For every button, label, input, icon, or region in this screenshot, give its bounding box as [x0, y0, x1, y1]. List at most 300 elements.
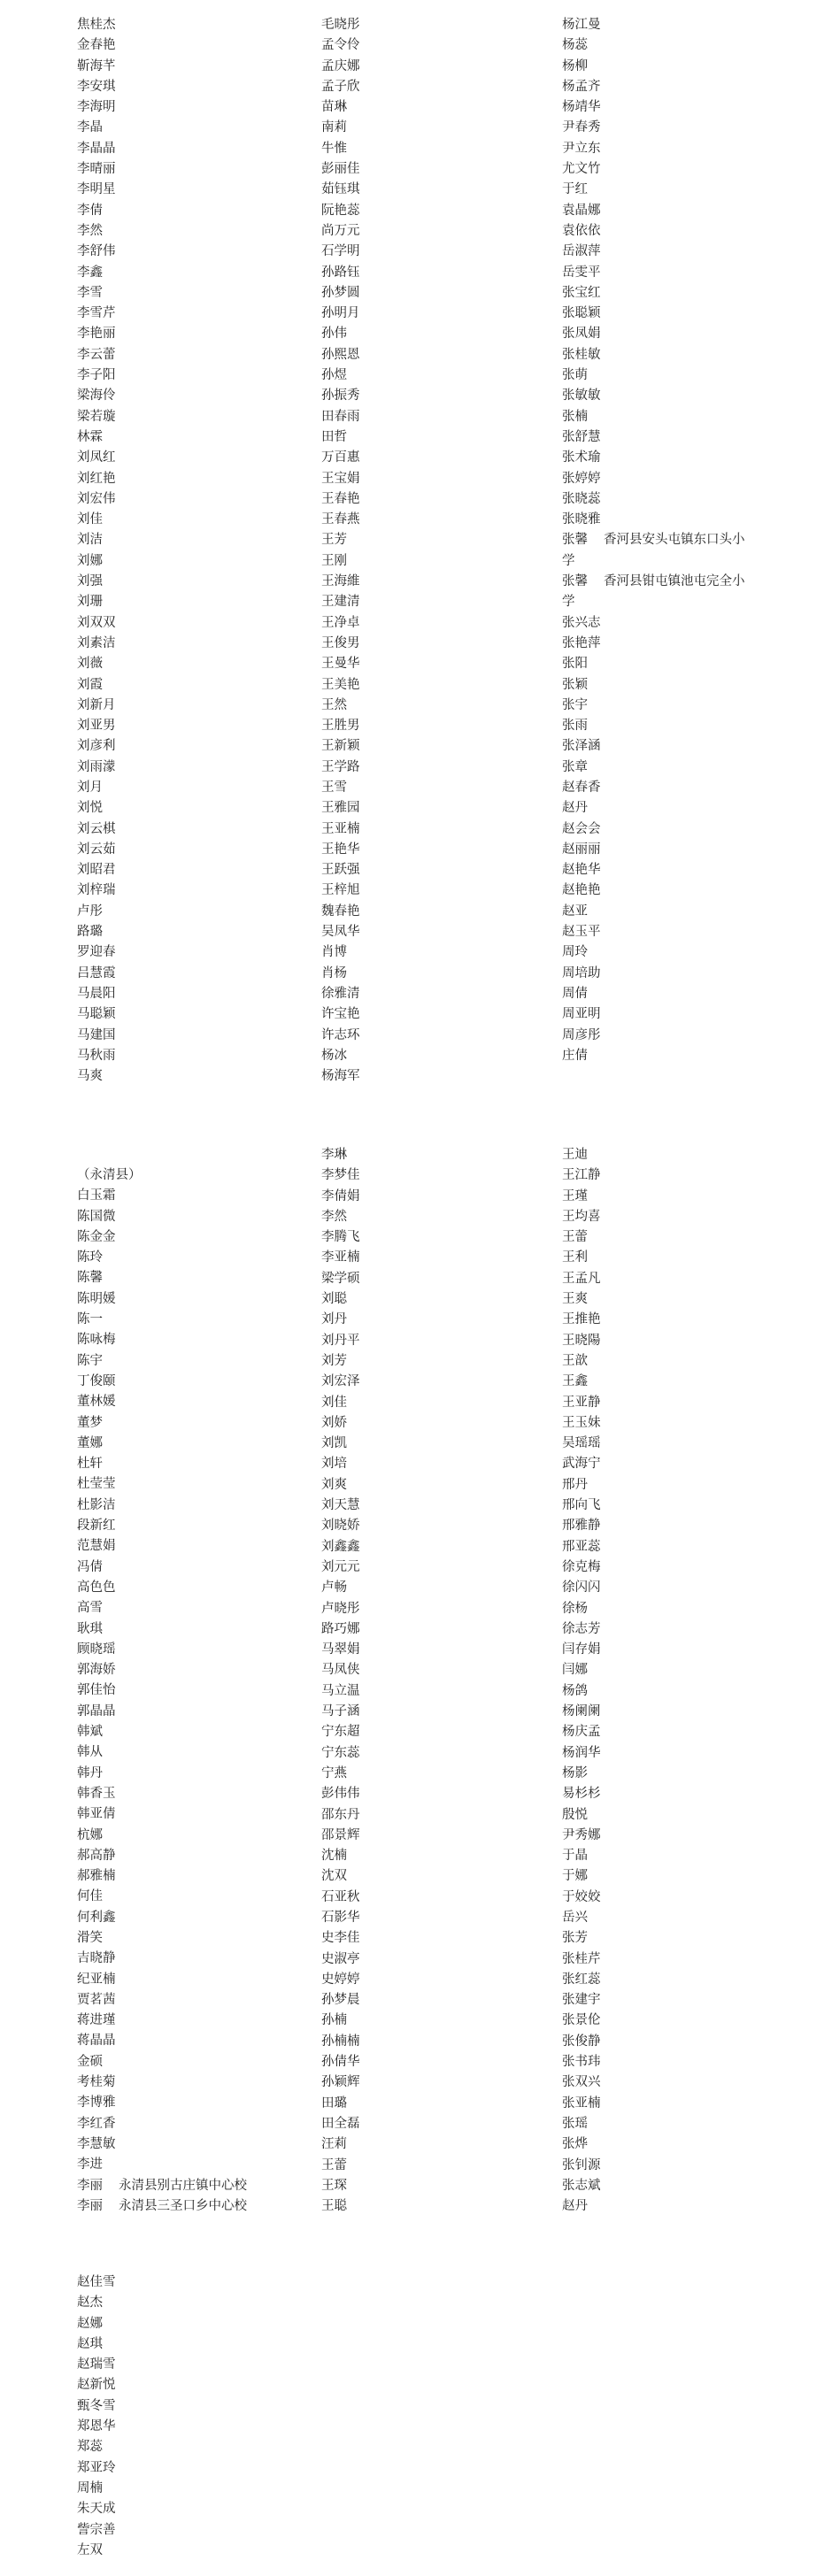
name-entry: [562, 139, 745, 159]
name-text: 王亚静: [562, 1395, 601, 1410]
name-entry: [562, 1269, 601, 1289]
name-text: 王刚: [321, 553, 347, 568]
name-text: 李晶: [77, 120, 103, 135]
name-text: 于红: [562, 182, 588, 197]
name-text: 刘强: [77, 574, 103, 589]
name-text: 路璐: [77, 925, 103, 940]
name-entry: [77, 1866, 247, 1887]
name-entry: [321, 1187, 360, 1207]
name-entry: [562, 757, 745, 778]
name-text: 刘娜: [77, 553, 103, 568]
name-entry: [321, 1722, 360, 1742]
name-text: 张景伦: [562, 2013, 601, 2028]
name-entry: [77, 469, 116, 489]
name-text: 刘佳: [77, 512, 103, 527]
name-entry: [77, 984, 116, 1004]
name-text: 陈一: [77, 1312, 103, 1327]
name-entry: [77, 1990, 247, 2011]
name-entry: [562, 263, 745, 283]
name-entry: [77, 2396, 116, 2417]
name-entry: [321, 1784, 360, 1804]
name-entry: [77, 15, 116, 35]
name-text: 王爽: [562, 1292, 588, 1307]
name-entry: [562, 1372, 601, 1392]
name-entry: [562, 2156, 601, 2176]
name-text: 苗琳: [321, 100, 347, 115]
name-entry: [77, 180, 116, 200]
name-entry: [77, 1026, 116, 1046]
name-text: 赵杰: [77, 2295, 103, 2311]
name-entry: [77, 1268, 247, 1288]
name-text: 李舒伟: [77, 244, 116, 259]
name-entry: [77, 1165, 247, 1186]
name-text: 卢彤: [77, 904, 103, 919]
name-text: 徐杨: [562, 1601, 588, 1616]
name-text: 刘宏伟: [77, 491, 116, 506]
name-entry: [77, 1474, 247, 1495]
name-entry: [562, 819, 745, 840]
name-entry: [562, 1413, 601, 1434]
name-entry: [321, 1289, 360, 1310]
name-text: 郝高静: [77, 1848, 116, 1863]
name-entry: [562, 1434, 601, 1454]
name-text: 宁燕: [321, 1765, 347, 1780]
school-note: 永清县别古庄镇中心校: [119, 2178, 247, 2193]
name-text: 张舒慧: [562, 429, 601, 444]
name-entry: [562, 1475, 601, 1496]
name-text: 赵娜: [77, 2316, 103, 2331]
name-entry: [321, 1066, 360, 1087]
name-entry: [321, 1413, 360, 1434]
name-text: 殷悦: [562, 1807, 588, 1822]
name-text: 张章: [562, 759, 588, 774]
name-text: 李雪: [77, 285, 103, 300]
name-entry: [321, 778, 360, 798]
name-entry: [562, 304, 745, 324]
name-entry: [77, 2437, 116, 2457]
name-text: 马爽: [77, 1069, 103, 1084]
name-text: 陈玲: [77, 1250, 103, 1265]
name-text: 孙伟: [321, 327, 347, 342]
name-entry: [77, 2499, 116, 2519]
name-text: 刘彦利: [77, 739, 116, 754]
name-text: 韩丹: [77, 1765, 103, 1780]
name-entry: [562, 1331, 601, 1351]
name-text: 学: [562, 595, 575, 610]
name-entry: [77, 1949, 247, 1969]
name-entry: [321, 1764, 360, 1784]
name-entry: [321, 1660, 360, 1680]
name-entry: [77, 2134, 247, 2155]
name-text: 田哲: [321, 429, 347, 444]
name-text: 刘双双: [77, 615, 116, 630]
name-text: 茹钰琪: [321, 182, 360, 197]
name-entry: [321, 840, 360, 860]
name-entry: [77, 2031, 247, 2051]
name-text: 王春艳: [321, 491, 360, 506]
name-entry: [321, 942, 360, 963]
name-text: 孙熙恩: [321, 347, 360, 362]
name-entry: [77, 1004, 116, 1025]
name-entry: [77, 1351, 247, 1372]
name-text: 赵丹: [562, 2199, 588, 2214]
name-text: 赵琪: [77, 2336, 103, 2351]
name-text: 刘娇: [321, 1415, 347, 1430]
name-entry: [77, 1598, 247, 1619]
name-text: 肖博: [321, 945, 347, 960]
name-entry: [77, 2155, 247, 2175]
name-text: 李红香: [77, 2116, 116, 2131]
name-entry: [321, 1516, 360, 1536]
name-entry: [562, 778, 745, 798]
name-entry: [562, 613, 745, 634]
name-entry: [321, 35, 360, 56]
name-text: 李倩娟: [321, 1188, 360, 1203]
name-entry: [321, 242, 360, 262]
name-text: 刘梓瑞: [77, 883, 116, 898]
name-entry: [562, 942, 745, 963]
name-text: 张颖: [562, 677, 588, 692]
name-text: 李晶晶: [77, 141, 116, 156]
name-entry: [321, 984, 360, 1004]
name-text: 刘聪: [321, 1292, 347, 1307]
name-entry: [321, 1475, 360, 1496]
name-text: 李云蕾: [77, 347, 116, 362]
name-entry: [562, 1599, 601, 1619]
name-entry: [562, 860, 745, 880]
name-entry: [77, 778, 116, 798]
name-entry: [562, 880, 745, 901]
name-text: 邢向飞: [562, 1498, 601, 1513]
name-text: 尹春秀: [562, 120, 601, 135]
name-text: 阮艳蕊: [321, 203, 360, 218]
name-text: 尹秀娜: [562, 1827, 601, 1842]
name-text: 张婷婷: [562, 471, 601, 486]
name-text: 孙颖辉: [321, 2075, 360, 2090]
name-entry: [77, 902, 116, 922]
name-text: 张馨: [562, 574, 588, 589]
name-entry: [321, 1908, 360, 1928]
name-entry: [562, 1351, 601, 1372]
name-text: 耿琪: [77, 1621, 103, 1636]
name-text: 李然: [77, 223, 103, 238]
name-text: 易杉杉: [562, 1787, 601, 1802]
name-text: 靳海芊: [77, 58, 116, 73]
name-text: 李艳丽: [77, 327, 116, 342]
name-text: 马翠娟: [321, 1642, 360, 1657]
name-entry: [321, 2134, 360, 2155]
name-entry: [562, 2114, 601, 2134]
name-text: 于姣姣: [562, 1889, 601, 1904]
name-entry: [77, 1046, 116, 1066]
name-entry: [77, 1330, 247, 1350]
name-text: 张兴志: [562, 615, 601, 630]
name-text: 陈金金: [77, 1229, 116, 1244]
name-text: 孙楠: [321, 2013, 347, 2028]
name-text: 孙煜: [321, 368, 347, 383]
name-text: 王晓陽: [562, 1333, 601, 1348]
name-text: 范慧娟: [77, 1539, 116, 1554]
name-text: 蒋进瑾: [77, 2013, 116, 2028]
name-text: 李然: [321, 1209, 347, 1224]
name-text: 沈楠: [321, 1849, 347, 1864]
name-text: 石亚秋: [321, 1889, 360, 1904]
name-entry: [77, 2334, 116, 2355]
name-text: 王然: [321, 697, 347, 712]
name-entry: [321, 1227, 360, 1248]
name-text: 梁若璇: [77, 409, 116, 424]
name-text: 李慧敏: [77, 2136, 116, 2151]
name-text: 金硕: [77, 2054, 103, 2069]
name-entry: [562, 1516, 601, 1536]
name-entry: [77, 1454, 247, 1474]
name-text: 刘云棋: [77, 821, 116, 836]
name-entry: [321, 1004, 360, 1025]
name-entry: [562, 365, 745, 386]
name-text: 学: [562, 553, 575, 568]
name-text: 董娜: [77, 1435, 103, 1450]
name-entry: [562, 1619, 601, 1640]
name-entry: [562, 530, 745, 550]
name-column-2-section-2: [321, 1145, 360, 2217]
name-text: 张馨: [562, 533, 588, 548]
name-text: 周亚明: [562, 1007, 601, 1022]
name-entry: [562, 696, 745, 716]
name-entry: [562, 1826, 601, 1846]
name-text: 蒋晶晶: [77, 2034, 116, 2049]
name-text: 梁学硕: [321, 1271, 360, 1286]
name-entry: [321, 1619, 360, 1640]
name-entry: [562, 654, 745, 674]
name-text: 张敏敏: [562, 388, 601, 404]
name-entry: [562, 1227, 601, 1248]
name-text: 吕慧霞: [77, 965, 116, 980]
name-entry: [321, 675, 360, 696]
name-entry: [562, 1660, 601, 1680]
name-entry: [77, 2072, 247, 2093]
name-entry: [321, 2176, 360, 2196]
name-entry: [562, 283, 745, 304]
name-entry: [562, 407, 745, 427]
name-text: 李丽: [77, 2178, 103, 2193]
name-text: 刘凤红: [77, 450, 116, 465]
name-entry: [562, 1026, 745, 1046]
name-entry: [321, 469, 360, 489]
name-entry: [77, 2314, 116, 2334]
name-entry: [321, 1331, 360, 1351]
name-text: 尤文竹: [562, 162, 601, 177]
name-entry: [77, 1722, 247, 1742]
name-entry: [77, 1207, 247, 1227]
name-text: 邵景辉: [321, 1827, 360, 1842]
name-entry: [321, 819, 360, 840]
name-entry: [77, 1227, 247, 1248]
name-entry: [562, 221, 745, 242]
name-text: 王迪: [562, 1148, 588, 1162]
name-text: 王海維: [321, 574, 360, 589]
name-text: 王聪: [321, 2199, 347, 2214]
name-entry: [77, 345, 116, 365]
name-entry: [321, 1537, 360, 1557]
name-entry: [321, 1990, 360, 2011]
name-entry: [321, 1393, 360, 1413]
name-text: 杨庆孟: [562, 1725, 601, 1740]
name-entry: [321, 201, 360, 221]
name-text: 邢丹: [562, 1477, 588, 1492]
name-text: 刘晓娇: [321, 1519, 360, 1534]
name-entry: [77, 942, 116, 963]
name-entry: [562, 1578, 601, 1598]
name-entry: [321, 263, 360, 283]
name-text: 李晴丽: [77, 162, 116, 177]
name-entry: [77, 716, 116, 736]
name-text: 张聪颖: [562, 306, 601, 321]
name-entry: [77, 860, 116, 880]
name-text: 赵丽丽: [562, 842, 601, 857]
name-entry: [321, 1578, 360, 1598]
name-entry: [77, 221, 116, 242]
name-entry: [321, 634, 360, 654]
name-entry: [321, 1557, 360, 1578]
name-text: 张钊源: [562, 2157, 601, 2172]
name-entry: [321, 572, 360, 592]
name-text: 张术瑜: [562, 450, 601, 465]
name-entry: [562, 840, 745, 860]
name-entry: [562, 1805, 601, 1826]
name-entry: [321, 1928, 360, 1949]
name-entry: [321, 1599, 360, 1619]
name-text: 肖杨: [321, 965, 347, 980]
name-entry: [321, 1640, 360, 1660]
name-entry: [562, 1310, 601, 1330]
name-text: 牛惟: [321, 141, 347, 156]
name-entry: [77, 1660, 247, 1680]
name-text: 卢晓彤: [321, 1601, 360, 1616]
name-text: 张书玮: [562, 2055, 601, 2070]
name-text: 左双: [77, 2542, 103, 2557]
name-entry: [77, 1826, 247, 1846]
name-text: 马秋雨: [77, 1048, 116, 1063]
name-entry: [562, 159, 745, 180]
name-entry: [77, 1289, 247, 1310]
school-note: 永清县三圣口乡中心校: [119, 2198, 247, 2213]
name-text: 邢雅静: [562, 1519, 601, 1534]
name-text: 金春艳: [77, 38, 116, 53]
name-text: 武海宁: [562, 1457, 601, 1472]
name-entry: [77, 510, 116, 530]
name-text: 孙梦晨: [321, 1993, 360, 2008]
name-entry: [77, 840, 116, 860]
name-entry: [321, 345, 360, 365]
name-entry: [321, 1826, 360, 1846]
name-text: 马凤侠: [321, 1663, 360, 1678]
name-text: 王推艳: [562, 1312, 601, 1327]
name-entry: [77, 1784, 247, 1804]
name-text: 张建宇: [562, 1993, 601, 2008]
name-text: 郝雅楠: [77, 1869, 116, 1884]
name-entry: [321, 880, 360, 901]
name-entry: [562, 2011, 601, 2031]
name-text: 李安琪: [77, 79, 116, 94]
name-text: 高雪: [77, 1601, 103, 1616]
name-entry: [562, 1640, 601, 1660]
name-entry: [562, 922, 745, 942]
name-text: 马立温: [321, 1683, 360, 1698]
name-text: 王琛: [321, 2178, 347, 2193]
name-entry: [321, 1207, 360, 1227]
name-text: 赵艳华: [562, 863, 601, 878]
name-entry: [321, 592, 360, 612]
name-text: 赵亚: [562, 904, 588, 919]
name-entry: [562, 2072, 601, 2093]
name-entry: [77, 696, 116, 716]
name-text: 闫存娟: [562, 1642, 601, 1657]
name-text: 赵佳雪: [77, 2275, 116, 2289]
name-entry: [562, 736, 745, 757]
name-text: 杨润华: [562, 1745, 601, 1760]
name-text: 陈馨: [77, 1271, 103, 1286]
name-text: 张泽涵: [562, 739, 601, 754]
name-entry: [77, 1578, 247, 1598]
name-entry: [77, 2011, 247, 2031]
name-text: 郑亚玲: [77, 2460, 116, 2475]
name-entry: [562, 634, 745, 654]
name-text: 王雅园: [321, 801, 360, 816]
name-text: 邢亚蕊: [562, 1539, 601, 1554]
name-entry: [77, 2479, 116, 2499]
name-text: 尚万元: [321, 223, 360, 238]
name-entry: [77, 1970, 247, 1990]
name-entry: [321, 1805, 360, 1826]
name-text: 杨柳: [562, 58, 588, 73]
name-text: 赵瑞雪: [77, 2357, 116, 2372]
name-entry: [562, 1743, 601, 1764]
name-entry: [562, 1289, 601, 1310]
name-text: 徐志芳: [562, 1621, 601, 1636]
name-text: 刘洁: [77, 533, 103, 548]
name-text: 魏春艳: [321, 904, 360, 919]
name-entry: [77, 1248, 247, 1268]
name-entry: [321, 1269, 360, 1289]
name-text: 王亚楠: [321, 821, 360, 836]
name-entry: [321, 15, 360, 35]
name-text: 孟令伶: [321, 38, 360, 53]
name-text: 杨冰: [321, 1048, 347, 1063]
name-text: 马建国: [77, 1027, 116, 1042]
name-entry: [562, 2094, 601, 2114]
name-text: 孙楠楠: [321, 2034, 360, 2049]
name-text: 纪亚楠: [77, 1972, 116, 1987]
name-text: 刘亚男: [77, 719, 116, 734]
name-text: 孙倩华: [321, 2055, 360, 2070]
name-entry: [321, 654, 360, 674]
name-text: 杨孟齐: [562, 79, 601, 94]
name-text: 李琳: [321, 1148, 347, 1162]
name-entry: [562, 902, 745, 922]
name-text: 丁俊颐: [77, 1373, 116, 1388]
name-text: 陈咏梅: [77, 1333, 116, 1348]
name-text: 史婷婷: [321, 1972, 360, 1987]
name-text: 马聪颖: [77, 1007, 116, 1022]
name-text: 张晓蕊: [562, 491, 601, 506]
name-entry: [77, 1846, 247, 1866]
name-entry: [562, 2134, 601, 2155]
name-text: 孟子欣: [321, 79, 360, 94]
name-entry: [562, 1702, 601, 1722]
name-entry: [77, 1908, 247, 1928]
name-text: 何佳: [77, 1889, 103, 1904]
name-text: 李进: [77, 2157, 103, 2172]
